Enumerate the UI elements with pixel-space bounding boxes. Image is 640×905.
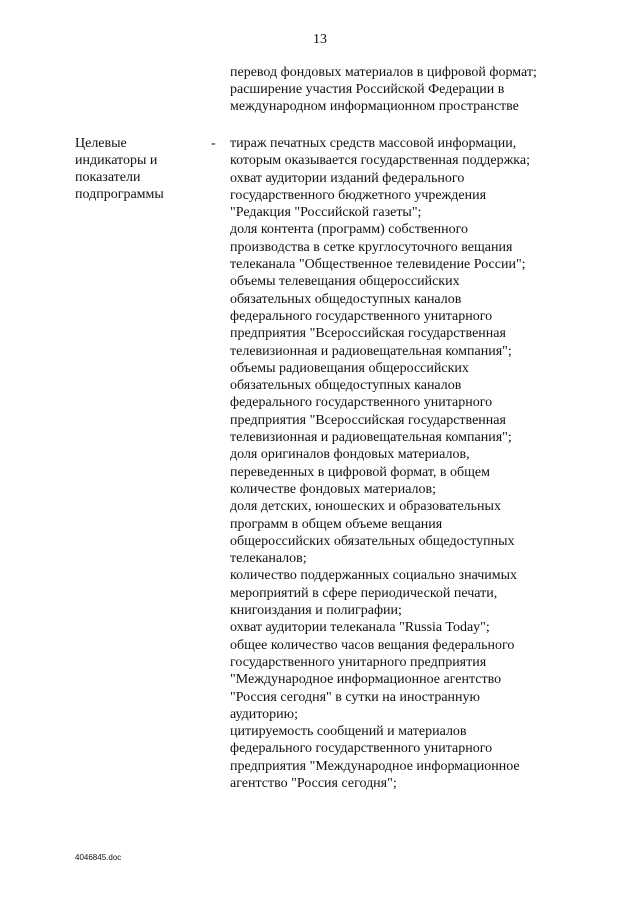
indicator-line: предприятия "Всероссийская государственная bbox=[230, 412, 506, 428]
indicator-line: количество поддержанных социально значимых bbox=[230, 568, 518, 584]
section-label-line: показатели bbox=[75, 170, 141, 185]
intro-text bbox=[230, 64, 620, 115]
indicator-line: программ в общем объеме вещания bbox=[230, 516, 443, 532]
indicator-line: агентство "Россия сегодня"; bbox=[230, 775, 397, 791]
indicator-line: объемы телевещания общероссийских bbox=[230, 274, 460, 290]
indicator-line: доля контента (программ) собственного bbox=[230, 222, 469, 238]
indicator-line: количестве фондовых материалов; bbox=[230, 481, 437, 497]
indicator-line: цитируемость сообщений и материалов bbox=[230, 724, 467, 740]
indicator-line: общероссийских обязательных общедоступных bbox=[230, 533, 515, 549]
indicator-line: телеканала "Общественное телевидение России"; bbox=[230, 257, 526, 273]
indicator-line: охват аудитории изданий федерального bbox=[230, 170, 465, 186]
indicator-line: "Редакция "Российской газеты"; bbox=[230, 205, 422, 221]
indicator-line: общее количество часов вещания федерального bbox=[230, 637, 515, 653]
indicator-line: тираж печатных средств массовой информации, bbox=[230, 136, 517, 151]
indicator-line: переведенных в цифровой формат, в общем bbox=[230, 464, 491, 480]
indicator-line: телеканалов; bbox=[230, 551, 307, 567]
indicator-line: мероприятий в сфере периодической печати, bbox=[230, 585, 498, 601]
indicator-line: которым оказывается государственная поддержка; bbox=[230, 153, 530, 169]
indicator-line: предприятия "Всероссийская государственная bbox=[230, 326, 506, 342]
indicator-line: аудиторию; bbox=[230, 706, 299, 722]
footer-filename: 4046845.doc bbox=[75, 853, 122, 862]
indicator-line: федерального государственного унитарного bbox=[230, 741, 493, 757]
label-dash: - bbox=[211, 136, 216, 151]
indicator-line: обязательных общедоступных каналов bbox=[230, 291, 462, 307]
indicator-line: федерального государственного унитарного bbox=[230, 395, 493, 411]
indicator-line: телевизионная и радиовещательная компания"; bbox=[230, 430, 512, 446]
indicator-line: доля детских, юношеских и образовательных bbox=[230, 499, 501, 515]
indicator-line: телевизионная и радиовещательная компания"; bbox=[230, 343, 512, 359]
indicator-line: книгоиздания и полиграфии; bbox=[230, 603, 402, 619]
indicator-line: "Россия сегодня" в сутки на иностранную bbox=[230, 689, 480, 705]
intro-line: международном информационном пространстве bbox=[230, 99, 519, 114]
indicator-line: государственного унитарного предприятия bbox=[230, 654, 487, 670]
intro-line: расширение участия Российской Федерации в bbox=[230, 82, 505, 97]
section-label-line: Целевые bbox=[75, 136, 127, 151]
indicator-line: "Международное информационное агентство bbox=[230, 672, 502, 688]
indicator-line: доля оригиналов фондовых материалов, bbox=[230, 447, 470, 463]
page-number: 13 bbox=[313, 32, 327, 47]
indicator-line: производства в сетке круглосуточного вещания bbox=[230, 239, 513, 255]
section-label-line: подпрограммы bbox=[75, 187, 164, 202]
indicator-line: предприятия "Международное информационное bbox=[230, 758, 520, 774]
indicator-line: государственного бюджетного учреждения bbox=[230, 187, 487, 203]
indicator-line: охват аудитории телеканала "Russia Today"; bbox=[230, 620, 490, 636]
intro-line: перевод фондовых материалов в цифровой формат; bbox=[230, 65, 537, 80]
indicators-list bbox=[230, 135, 630, 792]
indicator-line: обязательных общедоступных каналов bbox=[230, 378, 462, 394]
indicator-line: объемы радиовещания общероссийских bbox=[230, 360, 469, 376]
indicator-line: федерального государственного унитарного bbox=[230, 308, 493, 324]
section-label-line: индикаторы и bbox=[75, 153, 158, 168]
section-label bbox=[75, 135, 205, 203]
